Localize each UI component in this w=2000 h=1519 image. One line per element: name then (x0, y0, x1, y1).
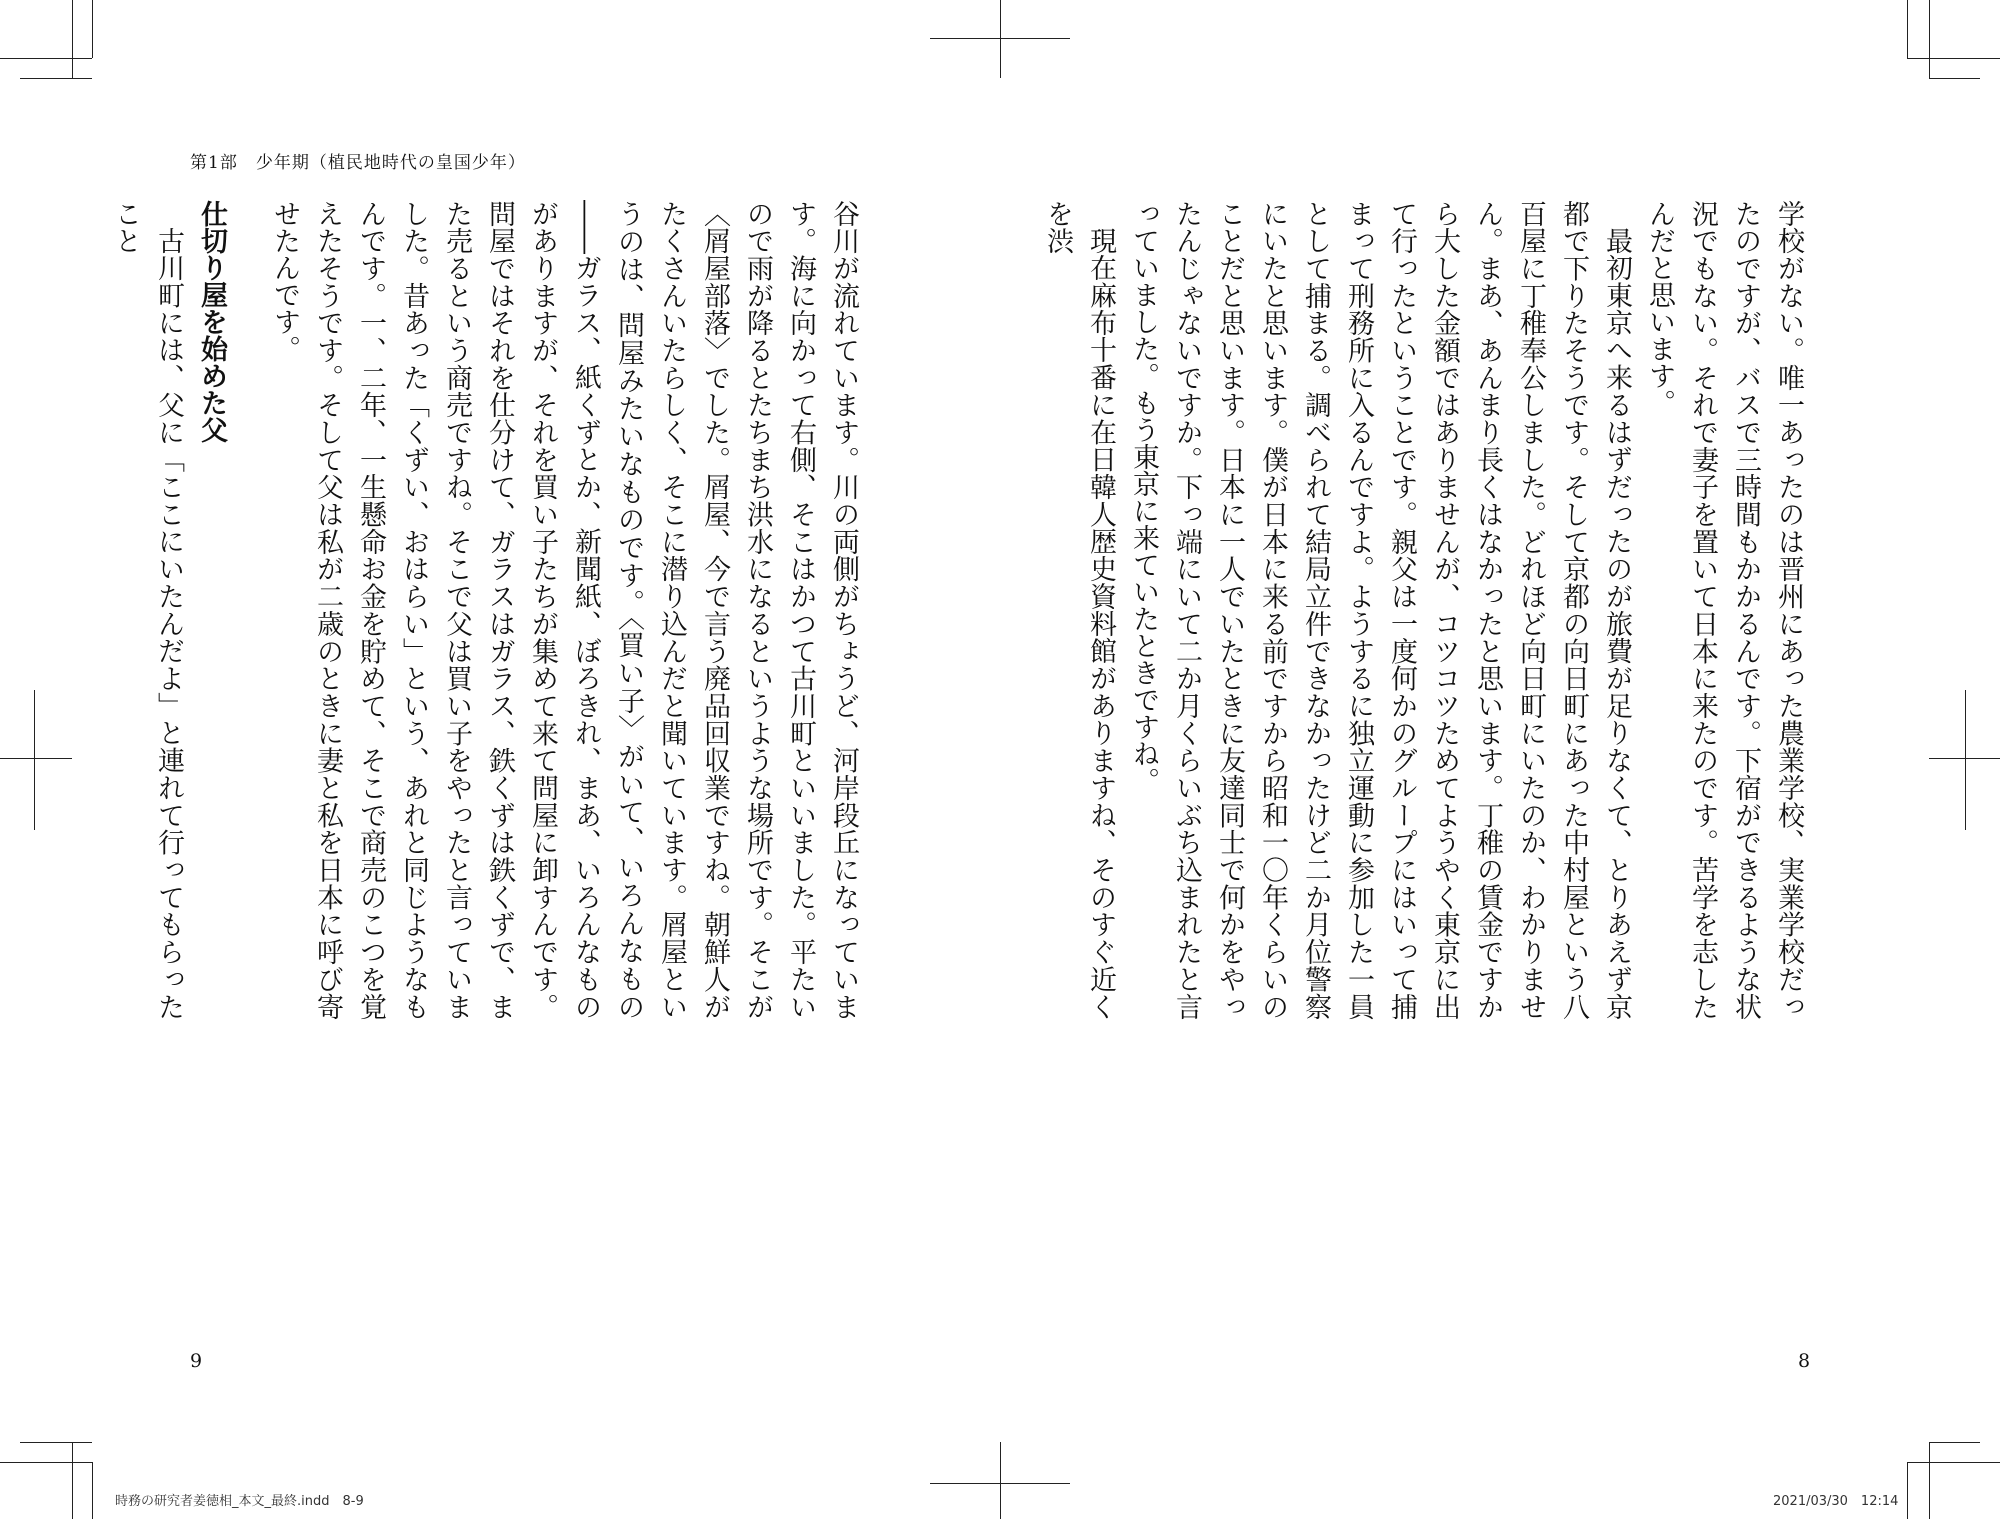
running-head: 第1部 少年期（植民地時代の皇国少年） (190, 153, 526, 173)
crop-mark (0, 1462, 92, 1463)
crop-mark (1907, 58, 2000, 59)
registration-mark (0, 758, 72, 759)
registration-mark (1000, 0, 1001, 78)
page-number-right: 8 (1798, 1350, 1811, 1372)
crop-mark (0, 58, 92, 59)
crop-mark (72, 1442, 73, 1519)
crop-mark (20, 78, 92, 79)
crop-mark (1929, 0, 1930, 78)
crop-mark (92, 1462, 93, 1519)
slug-timestamp: 2021/03/30 12:14 (1773, 1494, 1899, 1509)
crop-mark (1907, 0, 1908, 58)
registration-mark (930, 38, 1070, 39)
registration-mark (1965, 690, 1966, 830)
section-heading: 仕切り屋を始めた父 (196, 200, 227, 443)
crop-mark (20, 1442, 92, 1443)
crop-mark (1929, 1442, 1930, 1519)
crop-mark (1907, 1462, 1908, 1519)
paragraph: 最初東京へ来るはずだったのが旅費が足りなくて、とりあえず京都で下りたそうです。そして京都の向日町にあった中村屋という八百屋に丁稚奉公しました。どれほど向日町にいたのか、わかりません。まあ、あんまり長くはなかったと思います。丁稚の賃金ですから大した金額ではありませんが、コツコツためてようやく東京に出て行ったということです。親父は一度何かのグループにはいって捕まって刑務所に入るんですよ。ようするに独立運動に参加した一員として捕まる。調べられて結局立件できなかったけど二か月位警察にいたと思います。僕が日本に来る前ですから昭和一〇年くらいのことだと思います。日本に一人でいたときに友達同士で何かをやったんじゃないですか。下っ端にいて二か月くらいぶち込まれたと言っていました。もう東京に来ていたときですね。 (1128, 200, 1632, 1021)
crop-mark (1929, 78, 1980, 79)
registration-mark (34, 690, 35, 830)
paragraph: 学校がない。唯一あったのは晋州にあった農業学校、実業学校だったのですが、バスで三時間もかかるんです。下宿ができるような状況でもない。それで妻子を置いて日本に来たのです。苦学を志したんだと思います。 (1644, 200, 1804, 1020)
crop-mark (72, 0, 73, 78)
left-page-text (110, 200, 865, 1021)
right-page-text (1042, 200, 1810, 1021)
paragraph: 現在麻布十番に在日韓人歴史資料館がありますね、そのすぐ近くを渋 (1042, 200, 1116, 1020)
paragraph: 谷川が流れています。川の両側がちょうど、河岸段丘になっています。海に向かって右側、そこはかつて古川町といいました。平たいので雨が降るとたちまち洪水になるというような場所です。そこが〈屑屋部落〉でした。屑屋、今で言う廃品回収業ですね。朝鮮人がたくさんいたらしく、そこに潜り込んだと聞いています。屑屋というのは、問屋みたいなものです。〈買い子〉がいて、いろんなもの――ガラス、紙くずとか、新聞紙、ぼろきれ、まあ、いろんなものがありますが、それを買い子たちが集めて来て問屋に卸すんです。問屋ではそれを仕分けて、ガラスはガラス、鉄くずは鉄くずで、また売るという商売ですね。そこで父は買い子をやったと言っていました。昔あった「くずい、おはらい」という、あれと同じようなもんです。一、二年、一生懸命お金を貯めて、そこで商売のこつを覚えたそうです。そして父は私が二歳のときに妻と私を日本に呼び寄せたんです。 (269, 200, 859, 1021)
crop-mark (92, 0, 93, 58)
crop-mark (1929, 1442, 1980, 1443)
registration-mark (1000, 1442, 1001, 1519)
page-number-left: 9 (190, 1350, 203, 1372)
slug-filename: 時務の研究者姜徳相_本文_最終.indd 8-9 (115, 1494, 364, 1509)
registration-mark (930, 1483, 1070, 1484)
crop-mark (1907, 1462, 2000, 1463)
paragraph: 古川町には、父に「ここにいたんだよ」と連れて行ってもらったこと (110, 200, 184, 1020)
